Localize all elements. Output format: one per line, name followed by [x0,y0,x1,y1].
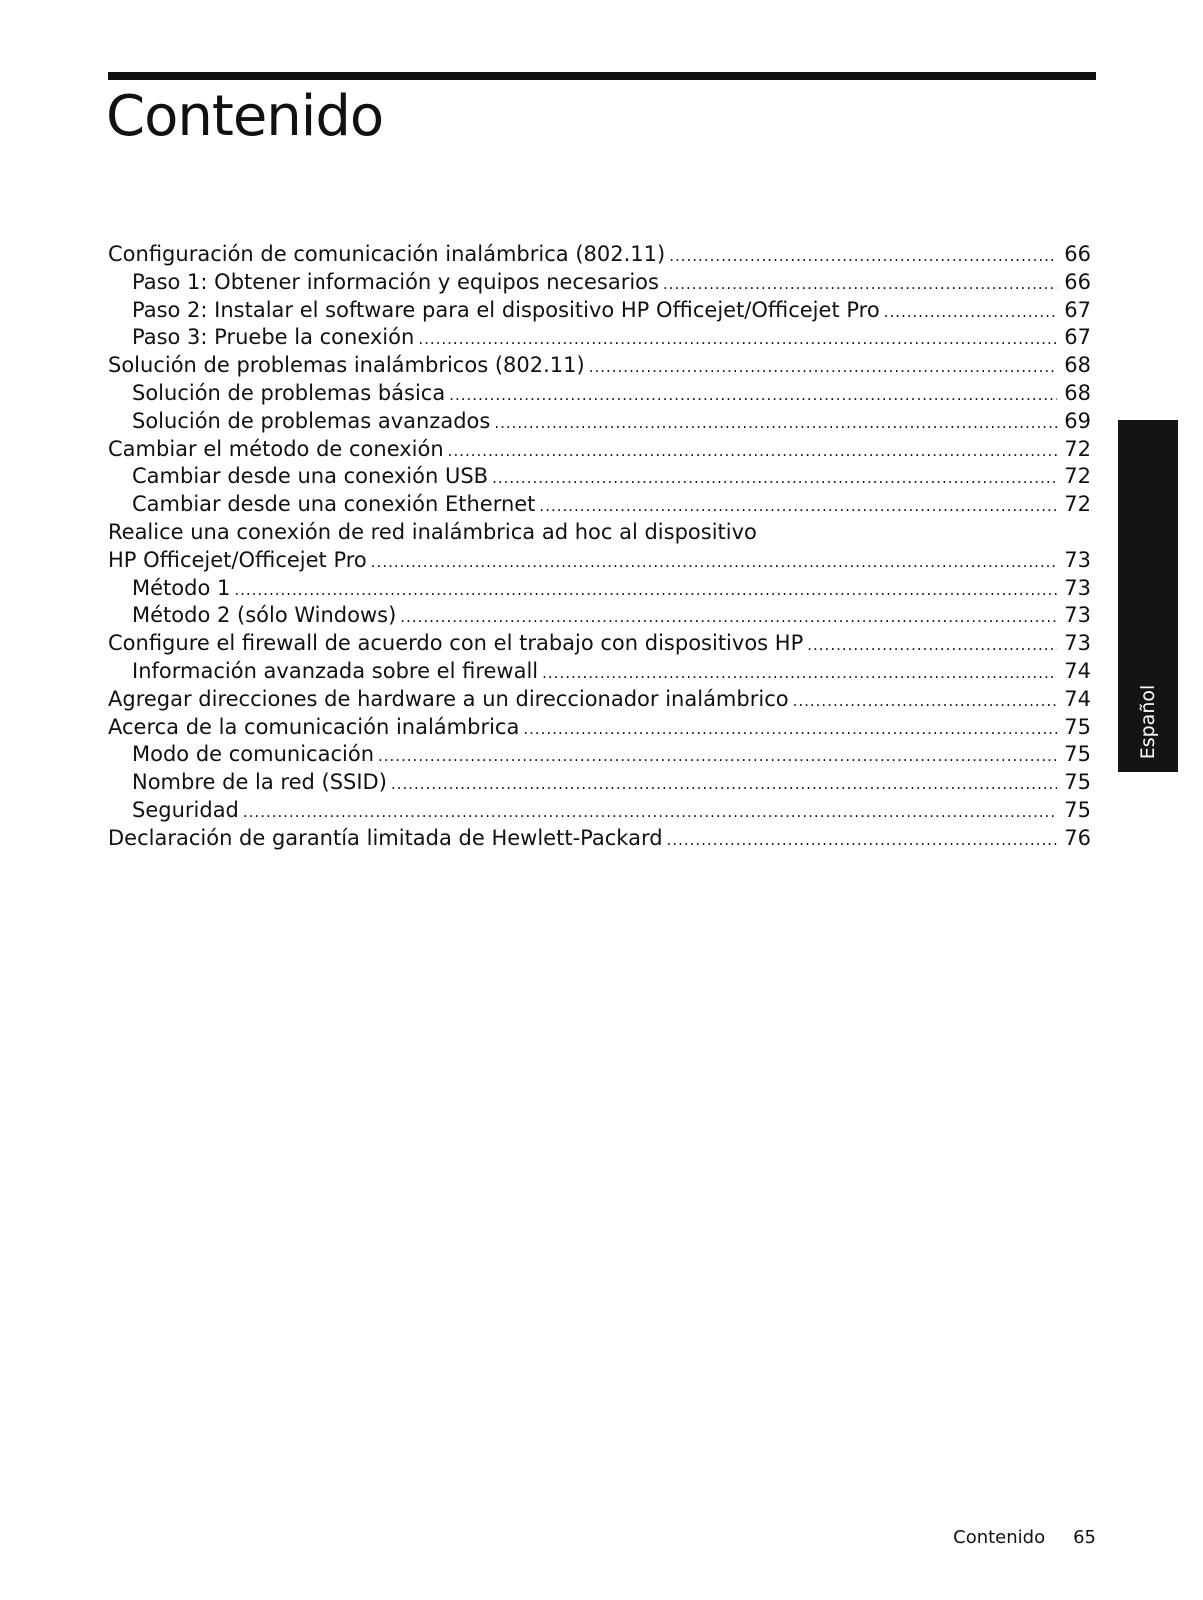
toc-entry-title: Información avanzada sobre el firewall [132,658,539,683]
toc-entry-page: 69 [1064,408,1091,433]
toc-entry[interactable] [108,380,1091,408]
toc-dot-leader [371,549,1057,575]
toc-dot-leader [243,799,1057,825]
toc-entry[interactable] [108,630,1091,658]
toc-entry[interactable] [108,686,1091,714]
toc-dot-leader [492,465,1057,491]
toc-dot-leader [589,354,1057,380]
toc-entry-page: 66 [1064,242,1091,266]
footer-section: Contenido [953,1527,1046,1548]
toc-dot-leader [807,632,1057,658]
toc-entry-page: 68 [1064,380,1091,405]
toc-entry-title: Paso 2: Instalar el software para el dispositivo HP Officejet/Officejet Pro [132,297,880,322]
toc-dot-leader [793,688,1057,714]
toc-dot-leader [378,743,1057,769]
toc-entry-title: Nombre de la red (SSID) [132,770,387,795]
toc-dot-leader [523,716,1057,742]
toc-entry-title: Cambiar el método de conexión [108,436,444,461]
toc-entry-page: 67 [1064,297,1091,322]
toc-entry-title: Solución de problemas avanzados [132,408,491,433]
toc-dot-leader [539,493,1057,519]
toc-entry-title: Agregar direcciones de hardware a un direccionador inalámbrico [108,686,789,711]
toc-entry-page: 73 [1064,631,1091,656]
toc-entry[interactable] [108,324,1091,352]
language-tab-label: Español [1137,684,1159,760]
toc-entry-page: 75 [1064,742,1091,767]
toc-entry-title: Acerca de la comunicación inalámbrica [108,714,520,739]
toc-dot-leader [391,771,1057,797]
toc-entry-title: Paso 3: Pruebe la conexión [132,325,415,350]
toc-entry[interactable] [108,269,1091,297]
toc-entry-title: Configure el firewall de acuerdo con el trabajo con dispositivos HP [108,631,804,656]
toc-entry[interactable] [108,741,1091,769]
toc-entry-page: 73 [1064,575,1091,600]
toc-dot-leader [663,271,1057,297]
toc-entry-page: 66 [1064,269,1091,294]
toc-entry-title: Método 2 (sólo Windows) [132,603,397,628]
toc-dot-leader [669,243,1057,269]
toc-entry-title: Modo de comunicación [132,742,375,767]
toc-entry[interactable] [108,408,1091,436]
toc-entry-page: 73 [1064,547,1091,572]
toc-entry[interactable] [108,297,1091,325]
toc-entry-page: 74 [1064,686,1091,711]
toc-entry-title: Método 1 [132,575,231,600]
toc-entry[interactable] [108,714,1091,742]
toc-dot-leader [418,326,1057,352]
toc-dot-leader [400,604,1057,630]
toc-entry[interactable] [108,547,1091,575]
toc-entry-page: 68 [1064,353,1091,378]
page-footer [953,1527,1096,1548]
toc-dot-leader [448,438,1057,464]
toc-entry-title: Declaración de garantía limitada de Hewlett-Packard [108,825,663,850]
footer-page-number: 65 [1073,1527,1096,1548]
toc-entry[interactable] [108,602,1091,630]
table-of-contents [108,241,1091,853]
toc-entry[interactable] [108,436,1091,464]
toc-entry-page: 72 [1064,436,1091,461]
toc-entry-page: 76 [1064,825,1091,850]
toc-entry-title: Solución de problemas básica [132,380,446,405]
toc-dot-leader [234,577,1057,603]
toc-entry-title: Seguridad [132,797,239,822]
toc-entry-page: 75 [1064,714,1091,739]
toc-entry-title: Realice una conexión de red inalámbrica ad hoc al dispositivo [108,519,757,544]
toc-entry[interactable] [108,658,1091,686]
toc-entry[interactable] [108,825,1091,853]
toc-entry-page: 74 [1064,658,1091,683]
toc-entry-title: Cambiar desde una conexión USB [132,464,489,489]
toc-entry-title: Solución de problemas inalámbricos (802.11) [108,353,585,378]
toc-entry[interactable] [108,491,1091,519]
toc-entry[interactable] [108,241,1091,269]
toc-entry-page: 73 [1064,603,1091,628]
toc-entry[interactable] [108,519,1091,547]
toc-entry-page: 75 [1064,797,1091,822]
toc-entry[interactable] [108,797,1091,825]
toc-entry[interactable] [108,352,1091,380]
toc-entry-title: Paso 1: Obtener información y equipos necesarios [132,269,659,294]
toc-entry-title: Cambiar desde una conexión Ethernet [132,492,536,517]
page-title: Contenido [106,84,384,149]
toc-entry[interactable] [108,769,1091,797]
toc-entry-page: 72 [1064,492,1091,517]
toc-entry-page: 75 [1064,770,1091,795]
toc-entry-title: Configuración de comunicación inalámbrica (802.11) [108,242,666,266]
toc-entry-page: 72 [1064,464,1091,489]
toc-dot-leader [449,382,1057,408]
toc-entry-page: 67 [1064,325,1091,350]
toc-dot-leader [884,299,1057,325]
toc-entry[interactable] [108,463,1091,491]
title-rule [108,72,1096,80]
toc-dot-leader [667,827,1057,853]
language-tab-label-box [1118,672,1178,772]
toc-dot-leader [542,660,1057,686]
toc-dot-leader [494,410,1057,436]
toc-entry-title: HP Officejet/Officejet Pro [108,547,367,572]
toc-entry[interactable] [108,575,1091,603]
